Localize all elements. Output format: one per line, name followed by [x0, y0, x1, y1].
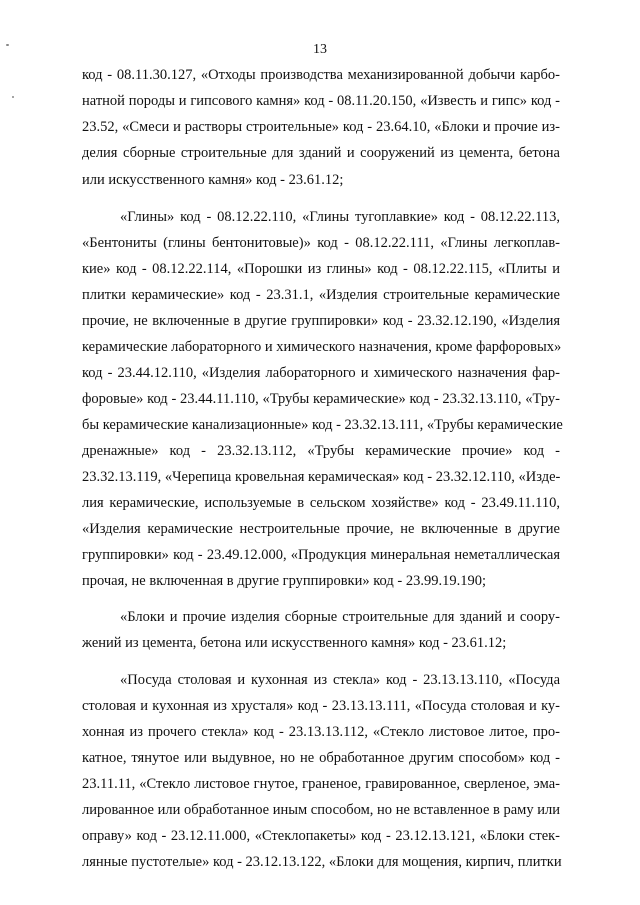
text-line: столовая и кухонная из хрусталя» код - 23.13.13.111, «Посуда столовая и ку- — [82, 698, 560, 714]
text-line: лянные пустотелые» код - 23.12.13.122, «Блоки для мощения, кирпич, плитки — [82, 854, 562, 870]
text-line: 23.11.11, «Стекло листовое гнутое, граненое, гравированное, сверленое, эма- — [82, 776, 560, 792]
text-line: кие» код - 08.12.22.114, «Порошки из глины» код - 08.12.22.115, «Плиты и — [82, 261, 560, 277]
text-line: делия сборные строительные для зданий и сооружений из цемента, бетона — [82, 145, 560, 161]
text-line: лия керамические, используемые в сельском хозяйстве» код - 23.49.11.110, — [82, 495, 560, 511]
scan-speck — [12, 96, 14, 98]
text-line: керамические лабораторного и химического назначения, кроме фарфоровых» — [82, 339, 562, 355]
text-line: код - 23.44.12.110, «Изделия лабораторного и химического назначения фар- — [82, 365, 560, 381]
text-line: код - 08.11.30.127, «Отходы производства механизированной добычи карбо- — [82, 67, 560, 83]
text-line: катное, тянутое или выдувное, но не обработанное другим способом» код - — [82, 750, 560, 766]
text-line: дренажные» код - 23.32.13.112, «Трубы керамические прочие» код - — [82, 443, 560, 459]
text-line: «Бентониты (глины бентонитовые)» код - 08.12.22.111, «Глины легкоплав- — [82, 235, 560, 251]
text-line: натной породы и гипсового камня» код - 08.11.20.150, «Известь и гипс» код - — [82, 93, 560, 109]
text-line: «Посуда столовая и кухонная из стекла» код - 23.13.13.110, «Посуда — [120, 672, 560, 688]
text-line: 23.52, «Смеси и растворы строительные» код - 23.64.10, «Блоки и прочие из- — [82, 119, 560, 135]
text-line: бы керамические канализационные» код - 23.32.13.111, «Трубы керамические — [82, 417, 563, 433]
text-line: хонная из прочего стекла» код - 23.13.13.112, «Стекло листовое литое, про- — [82, 724, 560, 740]
text-line: группировки» код - 23.49.12.000, «Продукция минеральная неметаллическая — [82, 547, 560, 563]
text-line: оправу» код - 23.12.11.000, «Стеклопакеты» код - 23.12.13.121, «Блоки стек- — [82, 828, 560, 844]
text-line: или искусственного камня» код - 23.61.12; — [82, 172, 344, 188]
text-line: прочие, не включенные в другие группировки» код - 23.32.12.190, «Изделия — [82, 313, 560, 329]
text-line: лированное или обработанное иным способом, но не вставленное в раму или — [82, 802, 560, 818]
text-line: 23.32.13.119, «Черепица кровельная керамическая» код - 23.32.12.110, «Изде- — [82, 469, 561, 485]
scan-speck — [6, 44, 9, 46]
text-line: «Блоки и прочие изделия сборные строительные для зданий и соору- — [120, 609, 560, 625]
text-line: «Глины» код - 08.12.22.110, «Глины тугоплавкие» код - 08.12.22.113, — [120, 209, 560, 225]
text-line: плитки керамические» код - 23.31.1, «Изделия строительные керамические — [82, 287, 560, 303]
text-line: форовые» код - 23.44.11.110, «Трубы керамические» код - 23.32.13.110, «Тру- — [82, 391, 560, 407]
text-line: жений из цемента, бетона или искусственного камня» код - 23.61.12; — [82, 635, 507, 651]
page-number: 13 — [313, 42, 327, 57]
text-line: «Изделия керамические нестроительные прочие, не включенные в другие — [82, 521, 560, 537]
text-line: прочая, не включенная в другие группировки» код - 23.99.19.190; — [82, 573, 486, 589]
